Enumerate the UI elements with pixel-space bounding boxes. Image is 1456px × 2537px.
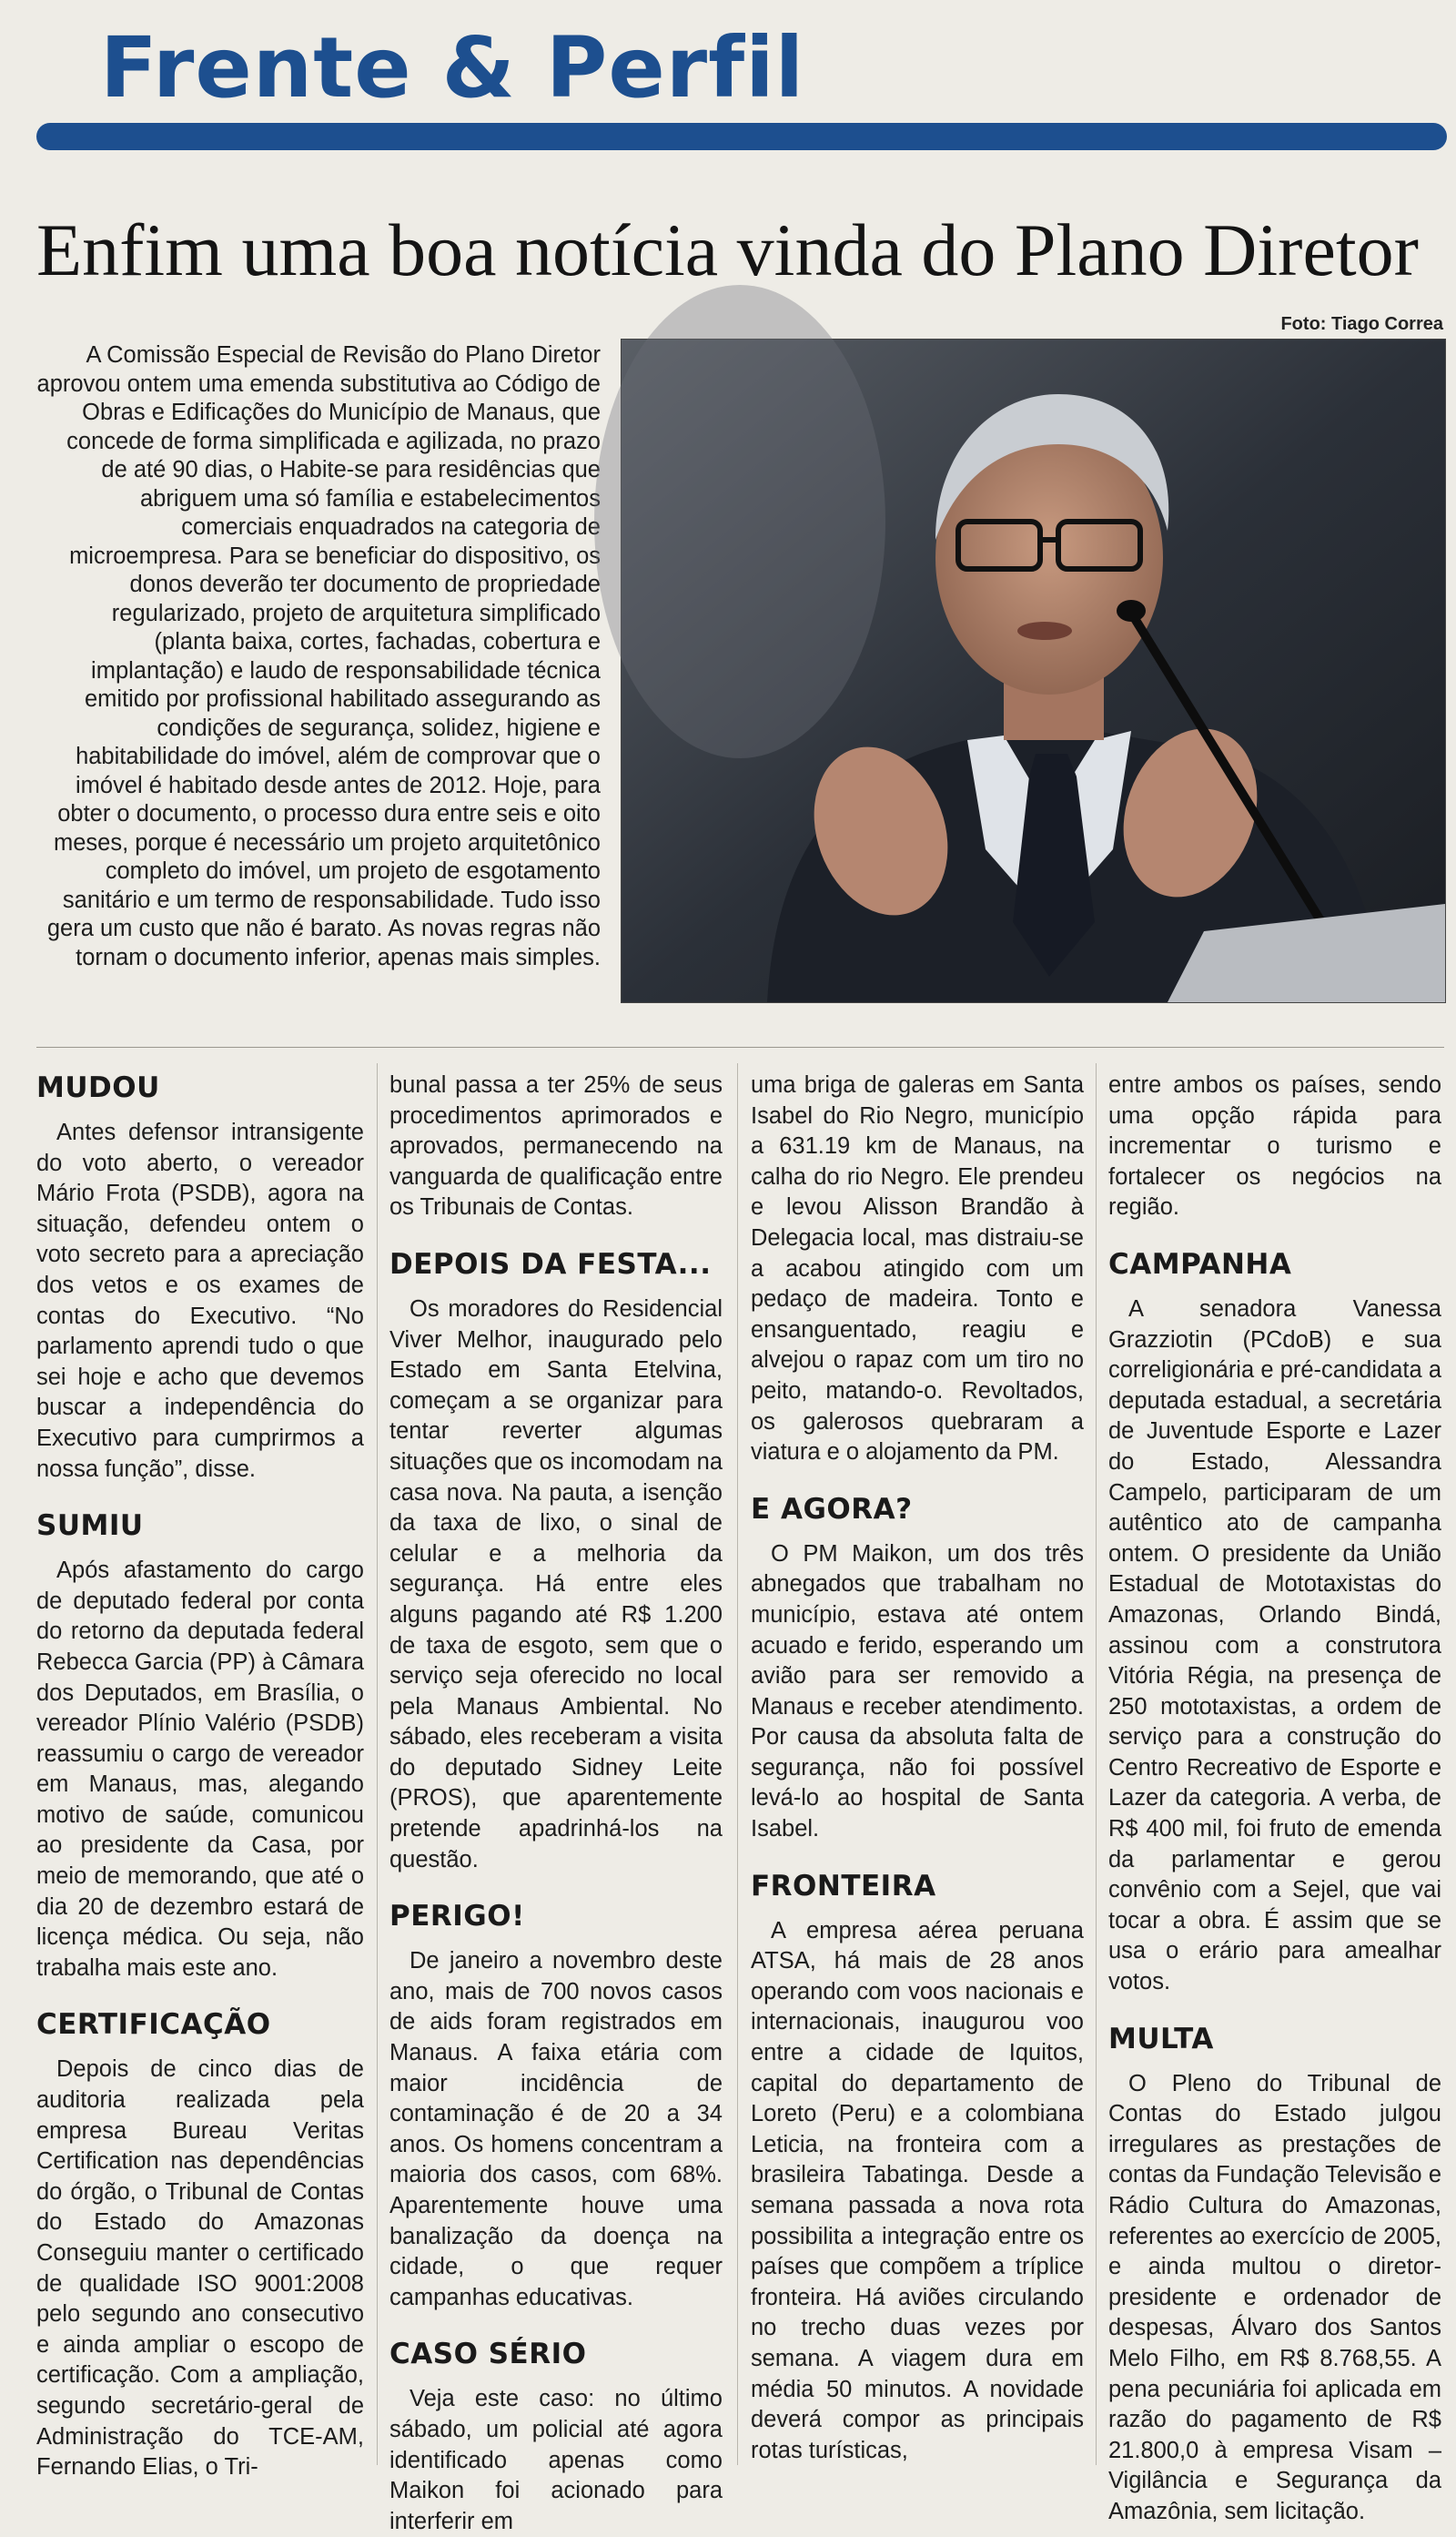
note-text-continuation: uma briga de galeras em Santa Isabel do Rio Negro, município a 631.19 km de Manaus, na calha do rio Negro. Ele prendeu e levou Alisson Brandão à Delegacia local, mas distraiu-se a acabou atingido com um pedaço de madeira. Tonto e ensanguentado, reagiu e alvejou o rapaz com um tiro no peito, matando-o. Revoltados, os galerosos quebraram a viatura e o alojamento da PM.: [751, 1072, 1084, 1466]
note-text-continuation: bunal passa a ter 25% de seus procedimentos aprimorados e aprovados, permanecendo na vanguarda de qualificação entre os Tribunais de Contas.: [389, 1072, 723, 1221]
column-divider: [737, 1063, 738, 2465]
note-text-depois-da-festa: Os moradores do Residencial Viver Melhor, inaugurado pelo Estado em Santa Etelvina, começam a se organizar para tentar reverter algumas situações que os incomodam na casa nova. Na pauta, a isenção da taxa de lixo, o sinal de celular e a melhoria da segurança. Há entre eles alguns pagando até R$ 1.200 de taxa de esgoto, sem que o serviço seja oferecido no local pela Manaus Ambiental. No sábado, eles receberam a visita do deputado Sidney Leite (PROS), que aparentemente pretende apadrinhá-los na questão.: [389, 1295, 723, 1872]
column-2: [389, 1065, 723, 2534]
section-title: Frente & Perfil: [100, 19, 805, 117]
column-divider: [377, 1063, 378, 2465]
note-text-e-agora: O PM Maikon, um dos três abnegados que trabalham no município, estava até ontem acuado e ferido, esperando um avião para ser removido a Manaus e receber atendimento. Por causa da absoluta falta de segurança, não foi possível levá-lo ao hospital de Santa Isabel.: [751, 1540, 1084, 1842]
note-text-campanha: A senadora Vanessa Grazziotin (PCdoB) e sua correligionária e pré-candidata a deputada estadual, a secretária de Juventude Esporte e Lazer do Estado, Alessandra Campelo, participaram de um autêntico ato de campanha ontem. O presidente da União Estadual de Mototaxistas do Amazonas, Orlando Bindá, assinou com a construtora Vitória Régia, na presença de 250 mototaxistas, a ordem de serviço para a construção do Centro Recreativo de Esporte e Lazer da categoria. A verba, de R$ 400 mil, foi fruto de emenda da parlamentar e gerou convênio com a Sejel, que vai tocar a obra. É assim que se usa o erário para amealhar votos.: [1108, 1295, 1441, 1995]
note-text-fronteira: A empresa aérea peruana ATSA, há mais de 28 anos operando com voos nacionais e internacionais, inaugurou voo entre a cidade de Iquitos, capital do departamento de Loreto (Peru) e a colombiana Leticia, na fronteira com a brasileira Tabatinga. Desde a semana passada a nova rota possibilita a integração entre os países que compõem a tríplice fronteira. Há aviões circulando no trecho duas vezes por semana. A viagem dura em média 50 minutos. A novidade deverá compor as principais rotas turísticas,: [751, 1917, 1084, 2463]
article-lead: A Comissão Especial de Revisão do Plano Diretor aprovou ontem uma emenda substitutiva ao Código de Obras e Edificações do Município de Manaus, que concede de forma simplificada e agilizada, no prazo de até 90 dias, o Habite-se para residências que abriguem uma só família e estabelecimentos comerciais enquadrados na categoria de microempresa. Para se beneficiar do dispositivo, os donos deverão ter documento de propriedade regularizado, projeto de arquitetura simplificado (planta baixa, cortes, fachadas, cobertura e implantação) e laudo de responsabilidade técnica emitido por profissional habilitado assegurando as condições de segurança, solidez, higiene e habitabilidade do imóvel, além de comprovar que o imóvel é habitado desde antes de 2012. Hoje, para obter o documento, o processo dura entre seis e oito meses, porque é necessário um projeto arquitetônico completo do imóvel, um projeto de esgotamento sanitário e um termo de responsabilidade. Tudo isso gera um custo que não é barato. As novas regras não tornam o documento inferior, apenas mais simples.: [36, 342, 601, 970]
note-title-e-agora: E AGORA?: [751, 1492, 913, 1526]
speaker-photo: [621, 339, 1446, 1003]
section-bar: [36, 123, 1447, 150]
column-divider: [1096, 1063, 1097, 2465]
article-headline: Enfim uma boa notícia vinda do Plano Diretor: [36, 208, 1419, 291]
section-header: [36, 18, 1447, 159]
note-text-perigo: De janeiro a novembro deste ano, mais de 700 novos casos de aids foram registrados em Manaus. A faixa etária com maior incidência de contaminação é de 20 a 34 anos. Os homens concentram a maioria dos casos, com 68%. Aparentemente houve uma banalização da doença na cidade, o que requer campanhas educativas.: [389, 1948, 723, 2310]
note-text-multa: O Pleno do Tribunal de Contas do Estado julgou irregulares as prestações de contas da Fundação Televisão e Rádio Cultura do Amazonas, referentes ao exercício de 2005, e ainda multou o diretor-presidente e ordenador de despesas, Álvaro dos Santos Melo Filho, em R$ 8.768,55. A pena pecuniária foi aplicada em razão do pagamento de R$ 21.800,0 à empresa Visam – Vigilância e Segurança da Amazônia, sem licitação.: [1108, 2070, 1441, 2524]
column-1: [36, 1065, 364, 2481]
note-text-sumiu: Após afastamento do cargo de deputado federal por conta do retorno da deputada federal Rebecca Garcia (PP) à Câmara dos Deputados, em Brasília, o vereador Plínio Valério (PSDB) reassumiu o cargo de vereador em Manaus, mas, alegando motivo de saúde, comunicou ao presidente da Casa, por meio de memorando, que até o dia 20 de dezembro estará de licença médica. Ou seja, não trabalha mais este ano.: [36, 1558, 364, 1981]
note-text-continuation: entre ambos os países, sendo uma opção rápida para incrementar o turismo e fortalecer os negócios na região.: [1108, 1072, 1441, 1221]
note-title-campanha: CAMPANHA: [1108, 1247, 1292, 1281]
note-title-mudou: MUDOU: [36, 1071, 160, 1104]
note-title-depois-da-festa: DEPOIS DA FESTA...: [389, 1247, 712, 1281]
column-4: [1108, 1065, 1441, 2524]
note-title-sumiu: SUMIU: [36, 1509, 144, 1543]
note-text-mudou: Antes defensor intransigente do voto aberto, o vereador Mário Frota (PSDB), agora na situação, defendeu ontem o voto secreto para a apreciação dos vetos e os exames de contas do Executivo. “No parlamento aprendi tudo o que sei hoje e acho que devemos buscar a independência do Executivo para cumprirmos a nossa função”, disse.: [36, 1120, 364, 1482]
note-text-caso-serio: Veja este caso: no último sábado, um policial até agora identificado apenas como Maikon foi acionado para interferir em: [389, 2386, 723, 2534]
photo-credit: Foto: Tiago Correa: [1280, 314, 1443, 334]
note-title-fronteira: FRONTEIRA: [751, 1869, 936, 1903]
section-divider: [36, 1047, 1444, 1048]
note-title-caso-serio: CASO SÉRIO: [389, 2338, 587, 2371]
column-3: [751, 1065, 1084, 2467]
note-title-multa: MULTA: [1108, 2022, 1214, 2055]
note-title-perigo: PERIGO!: [389, 1900, 525, 1933]
note-title-certificacao: CERTIFICAÇÃO: [36, 2008, 271, 2042]
note-text-certificacao: Depois de cinco dias de auditoria realizada pela empresa Bureau Veritas Certification nas dependências do órgão, o Tribunal de Contas do Estado do Amazonas Conseguiu manter o certificado de qualidade ISO 9001:2008 pelo segundo ano consecutivo e ainda ampliar o escopo de certificação. Com a ampliação, segundo secretário-geral de Administração do TCE-AM, Fernando Elias, o Tri-: [36, 2056, 364, 2481]
